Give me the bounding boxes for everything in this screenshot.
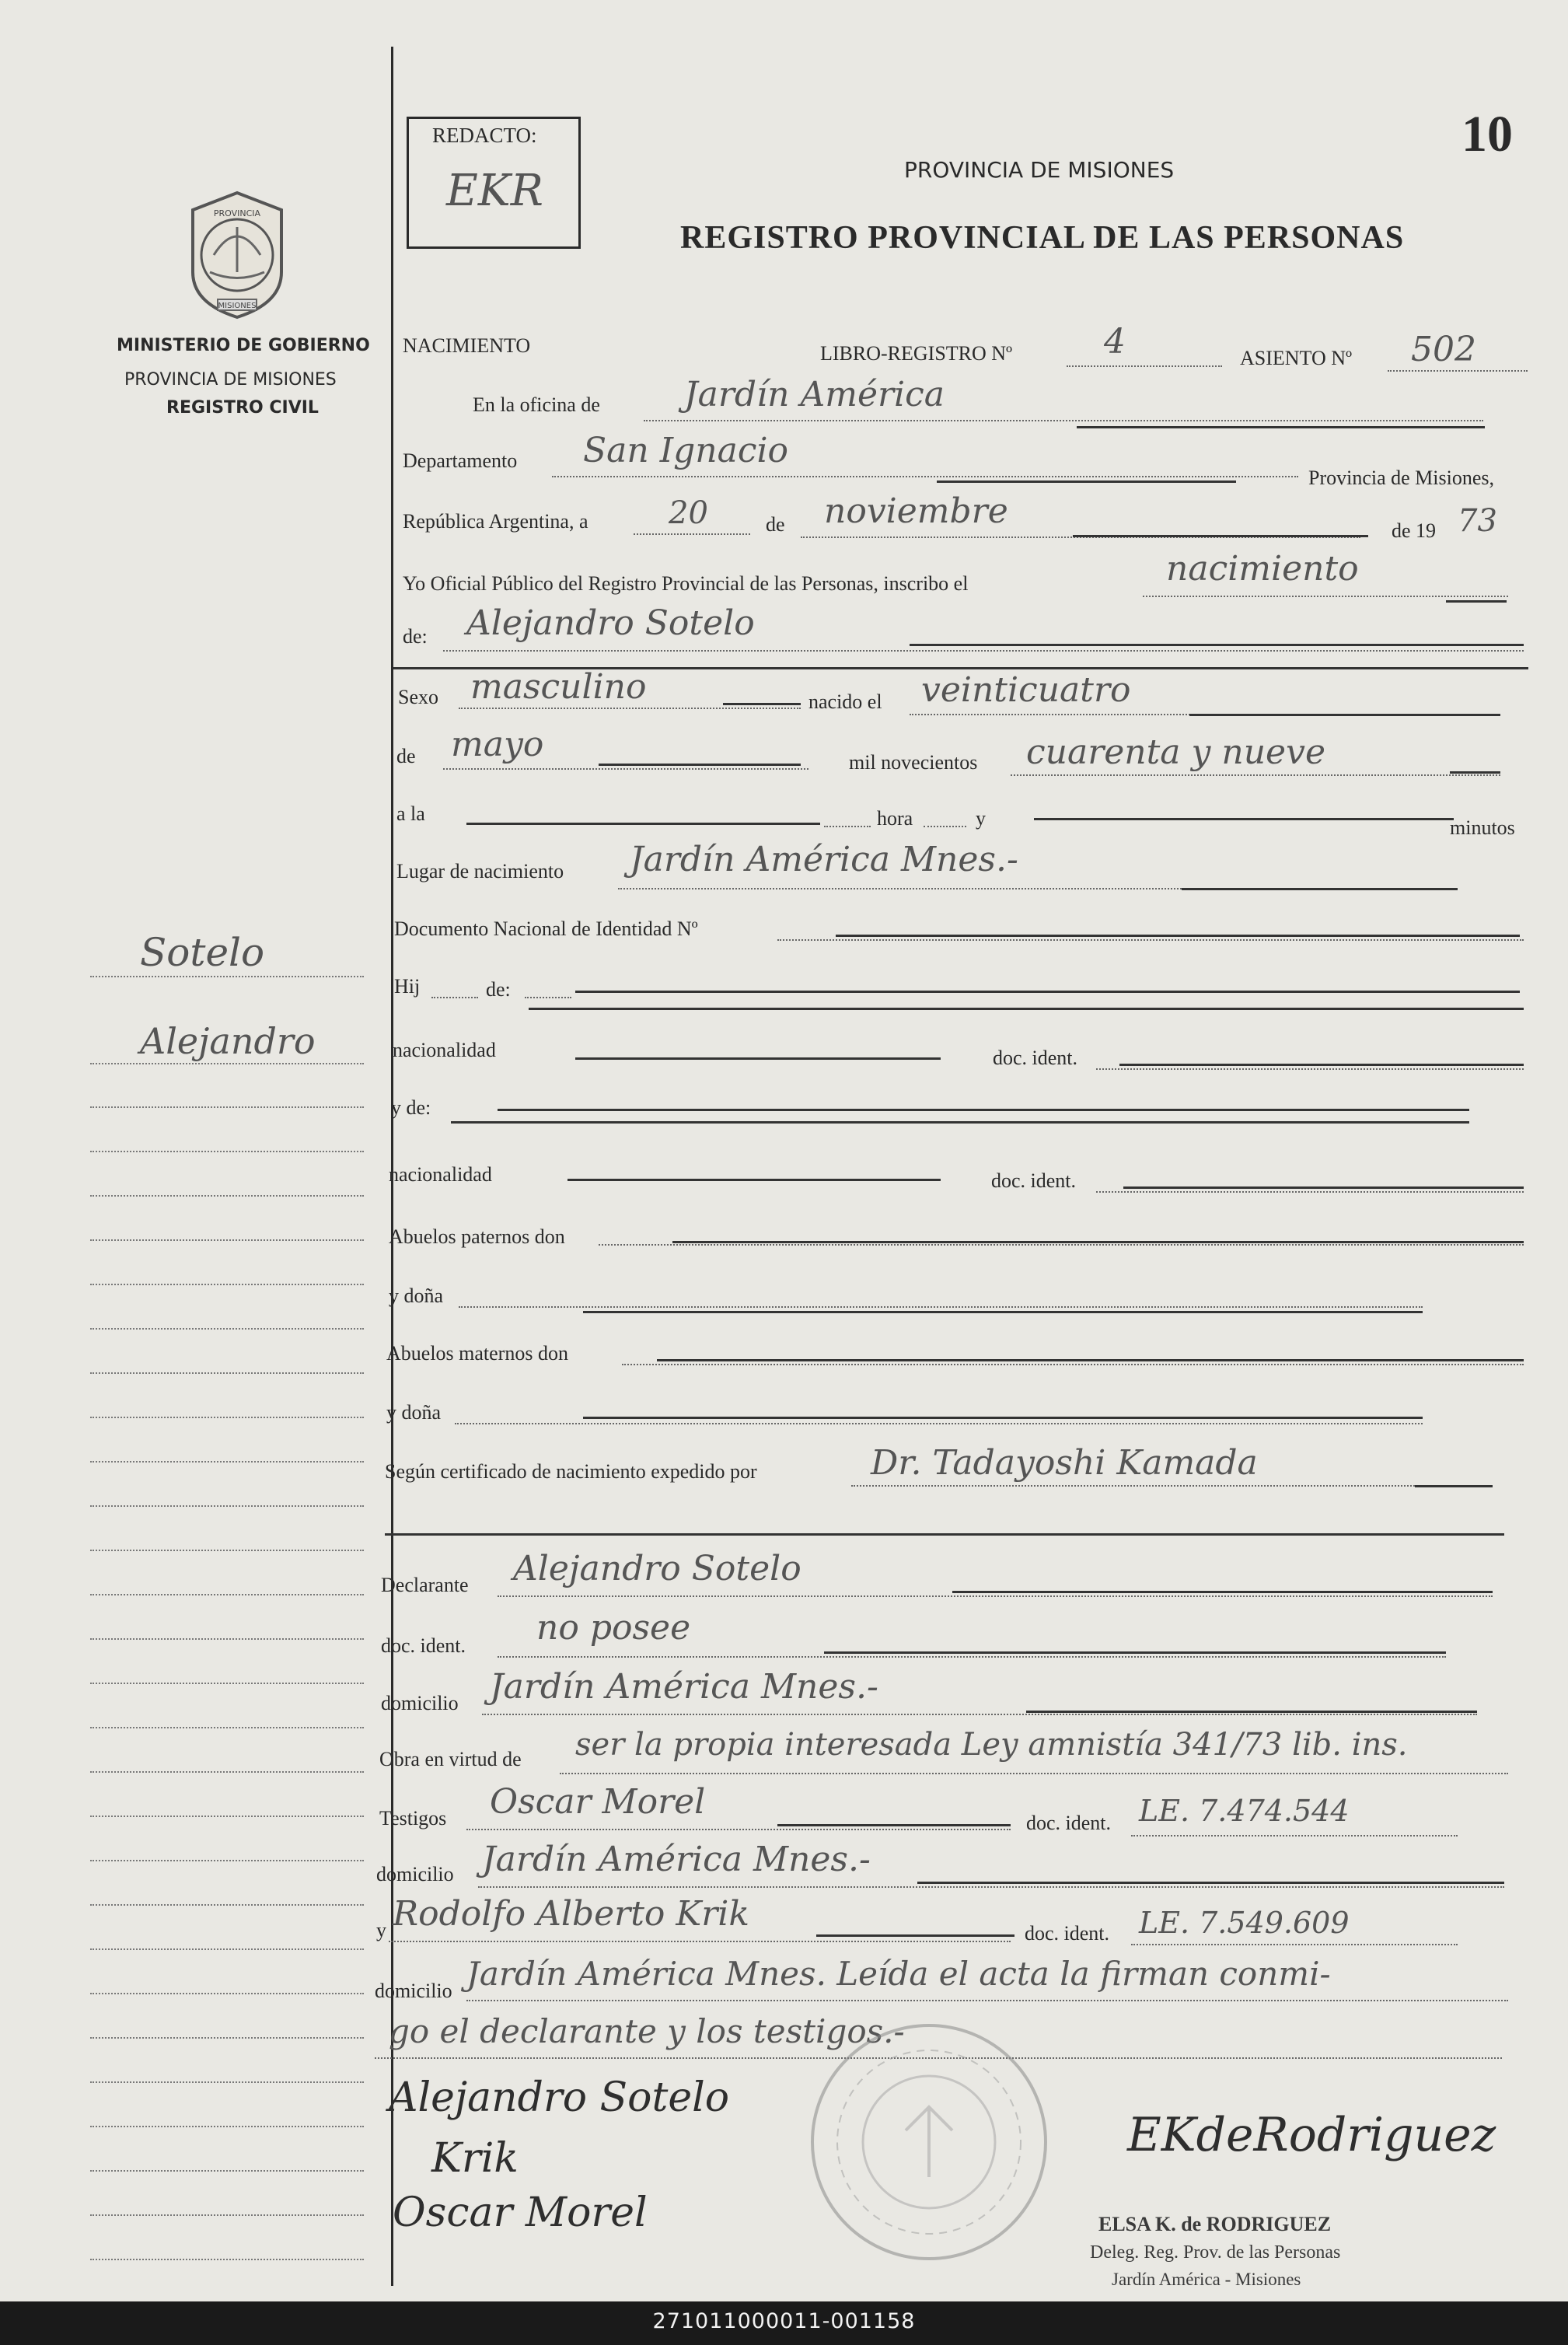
inscribo-label: Yo Oficial Público del Registro Provincial de las Personas, inscribo el: [403, 572, 969, 595]
minutos-label: minutos: [1450, 816, 1515, 839]
documento-label: Documento Nacional de Identidad Nº: [394, 917, 698, 940]
departamento-label: Departamento: [403, 449, 518, 472]
fill-line: [466, 1829, 1011, 1830]
doc-ident-label-2: doc. ident.: [991, 1169, 1077, 1192]
fill-line: [672, 1241, 1524, 1243]
fill-line: [1131, 1944, 1458, 1945]
fill-line: [443, 650, 1524, 652]
testigo2-dom-label: domicilio: [375, 1980, 452, 2002]
fill-line: [583, 1311, 1423, 1313]
decl-doc-value: no posee: [536, 1608, 691, 1648]
margin-line: [90, 1550, 364, 1551]
fill-line: [1096, 1191, 1524, 1193]
official-title: Deleg. Reg. Prov. de las Personas: [1090, 2242, 1341, 2263]
margin-line: [90, 1683, 364, 1684]
oficina-label: En la oficina de: [473, 393, 600, 416]
form-type: NACIMIENTO: [403, 334, 531, 357]
registry-round-stamp: [801, 2014, 1057, 2270]
ministry-line1: MINISTERIO DE GOBIERNO: [117, 336, 370, 355]
fill-line: [1096, 1068, 1524, 1070]
segun-value: Dr. Tadayoshi Kamada: [871, 1443, 1258, 1483]
margin-line: [90, 2214, 364, 2216]
de-label: de: [766, 513, 785, 536]
y-testigo-label: y: [376, 1919, 386, 1941]
official-place: Jardín América - Misiones: [1112, 2270, 1301, 2289]
sexo-value: masculino: [470, 667, 647, 707]
nacionalidad-label-2: nacionalidad: [389, 1163, 492, 1186]
abuelos-paternos-label: Abuelos paternos don: [389, 1225, 565, 1248]
margin-line: [90, 1771, 364, 1773]
abuelos-maternos-label: Abuelos maternos don: [386, 1342, 568, 1365]
fill-line: [816, 1934, 1014, 1937]
signature-witness-morel: Oscar Morel: [393, 2189, 648, 2236]
obra-value: ser la propia interesada Ley amnistía 341/73 lib. ins.: [575, 1727, 1408, 1763]
fill-line: [824, 1651, 1446, 1654]
cierre-value: go el declarante y los testigos.-: [389, 2012, 905, 2050]
fill-line: [1073, 535, 1368, 537]
testigo1-dom-label: domicilio: [376, 1863, 454, 1885]
anio-label: de 19: [1392, 519, 1437, 542]
official-name: ELSA K. de RODRIGUEZ: [1098, 2213, 1332, 2235]
fill-line: [634, 533, 750, 535]
testigos-label: Testigos: [379, 1807, 447, 1830]
fill-line: [1067, 365, 1222, 367]
ministry-line3: REGISTRO CIVIL: [166, 398, 319, 418]
anio-value: 73: [1458, 503, 1497, 539]
departamento-value: San Ignacio: [583, 431, 789, 470]
testigo1-value: Oscar Morel: [490, 1782, 706, 1822]
margin-line: [90, 1284, 364, 1285]
fill-line: [1077, 426, 1485, 428]
testigo2-value: Rodolfo Alberto Krik: [393, 1894, 749, 1934]
testigo1-doc-value: LE. 7.474.544: [1139, 1794, 1350, 1828]
fill-line: [1189, 714, 1500, 716]
margin-line: [90, 1594, 364, 1595]
fill-line: [560, 1773, 1508, 1774]
margin-line: [90, 1417, 364, 1418]
fill-line: [459, 1306, 1423, 1308]
fill-line: [777, 939, 1524, 941]
hora-label: hora: [877, 807, 913, 830]
fill-line: [910, 644, 1524, 646]
seal-text-bottom: MISIONES: [218, 302, 257, 310]
obra-label: Obra en virtud de: [379, 1748, 522, 1770]
fill-line: [443, 768, 808, 770]
header-province: PROVINCIA DE MISIONES: [904, 157, 1175, 183]
libro-label: LIBRO-REGISTRO Nº: [820, 342, 1013, 365]
fill-line: [937, 481, 1236, 483]
fill-line: [1011, 774, 1500, 776]
fill-line: [525, 997, 571, 998]
y-dona-label-2: y doña: [386, 1401, 442, 1424]
de-mes-label: de: [396, 745, 416, 767]
libro-value: 4: [1104, 322, 1126, 362]
testigo2-dom-value: Jardín América Mnes. Leída el acta la firman conmi-: [466, 1955, 1331, 1993]
mil-value: cuarenta y nueve: [1026, 732, 1325, 772]
fill-line: [529, 1008, 1524, 1010]
margin-line: [90, 1904, 364, 1906]
fill-line: [389, 1941, 1011, 1942]
margin-line: [90, 1638, 364, 1640]
fill-line: [459, 708, 801, 709]
fill-line: [478, 1886, 1504, 1888]
margin-line: [90, 1461, 364, 1463]
margin-line: [90, 1505, 364, 1507]
lugar-label: Lugar de nacimiento: [396, 860, 564, 882]
a-la-label: a la: [396, 802, 425, 825]
republica-label: República Argentina, a: [403, 510, 588, 533]
fill-line: [622, 1364, 1524, 1365]
doc-ident-label: doc. ident.: [993, 1047, 1078, 1069]
oficina-value: Jardín América: [684, 375, 945, 414]
signature-declarante: Alejandro Sotelo: [389, 2074, 730, 2121]
fill-line: [1119, 1064, 1524, 1066]
declarante-label: Declarante: [381, 1574, 469, 1596]
margin-line: [90, 1860, 364, 1861]
margin-line: [90, 1372, 364, 1374]
nacionalidad-label: nacionalidad: [393, 1039, 496, 1061]
domicilio-label: domicilio: [381, 1692, 459, 1714]
redacto-label: REDACTO:: [432, 124, 537, 147]
coat-of-arms-seal: [179, 187, 295, 323]
inscribo-value: nacimiento: [1166, 549, 1359, 589]
fill-line: [824, 826, 871, 827]
fill-line: [1034, 818, 1454, 820]
de-nombre-label: de:: [403, 625, 428, 648]
margin-line: [90, 1816, 364, 1817]
margin-line: [90, 1993, 364, 1994]
y-de-label: y de:: [391, 1096, 431, 1119]
domicilio-value: Jardín América Mnes.-: [490, 1667, 878, 1707]
fill-line: [583, 1417, 1423, 1419]
ministry-line2: PROVINCIA DE MISIONES: [124, 370, 337, 390]
margin-line: [90, 1151, 364, 1152]
margin-line: [90, 1948, 364, 1950]
nombre-value: Alejandro Sotelo: [466, 603, 755, 643]
fill-line: [1026, 1711, 1477, 1713]
margin-line: [90, 2037, 364, 2039]
nacido-value: veinticuatro: [921, 670, 1131, 710]
fill-line: [599, 764, 801, 766]
fill-line: [431, 997, 478, 998]
fill-line: [1143, 596, 1508, 597]
margin-line: [90, 1195, 364, 1197]
testigo1-doc-label: doc. ident.: [1026, 1812, 1112, 1834]
margin-line: [90, 2259, 364, 2260]
fill-line: [455, 1423, 1423, 1424]
fill-line: [1446, 600, 1507, 603]
fill-line: [599, 1244, 1524, 1246]
redacto-box: [407, 117, 581, 249]
margin-line: [90, 976, 364, 977]
fill-line: [777, 1824, 1011, 1826]
y-label: y: [976, 807, 986, 830]
margin-line: [90, 2081, 364, 2083]
asiento-label: ASIENTO Nº: [1240, 347, 1353, 369]
hij-label: Hij: [394, 975, 421, 998]
fill-line: [1123, 1186, 1524, 1189]
fill-line: [917, 1882, 1504, 1884]
dia-value: 20: [669, 495, 708, 531]
testigo2-doc-label: doc. ident.: [1025, 1922, 1110, 1945]
fill-line: [466, 823, 820, 825]
fill-line: [498, 1656, 1446, 1658]
fill-line: [644, 420, 1483, 421]
fill-line: [851, 1485, 1493, 1487]
fill-line: [952, 1591, 1493, 1593]
margin-line: [90, 1063, 364, 1064]
margin-line: [90, 2126, 364, 2127]
decl-doc-label: doc. ident.: [381, 1634, 466, 1657]
margin-line: [90, 1328, 364, 1330]
fill-line: [498, 1595, 1493, 1597]
margin-surname: Sotelo: [140, 930, 265, 975]
declarante-value: Alejandro Sotelo: [513, 1549, 801, 1588]
sexo-label: Sexo: [398, 686, 438, 708]
margin-line: [90, 2170, 364, 2172]
fill-line: [451, 1121, 1469, 1124]
fill-line: [1388, 370, 1528, 372]
asiento-value: 502: [1411, 330, 1476, 369]
fill-line: [1450, 771, 1500, 774]
nac-mes-value: mayo: [451, 725, 544, 764]
signature-official: EKdeRodriguez: [1127, 2108, 1496, 2162]
fill-line: [482, 1714, 1477, 1715]
margin-line: [90, 1106, 364, 1108]
redacto-initials: EKR: [446, 166, 543, 216]
seal-text-top: PROVINCIA: [213, 208, 261, 218]
margin-line: [90, 1727, 364, 1728]
testigo2-doc-value: LE. 7.549.609: [1139, 1906, 1350, 1940]
footer-id: 271011000011-001158: [652, 2309, 916, 2333]
page-number: 10: [1461, 106, 1513, 163]
margin-line: [90, 1239, 364, 1241]
fill-line: [836, 935, 1520, 937]
provincia-label: Provincia de Misiones,: [1308, 467, 1495, 489]
fill-line: [385, 1533, 1504, 1536]
nacido-label: nacido el: [808, 690, 882, 713]
fill-line: [1131, 1835, 1458, 1837]
fill-line: [1415, 1485, 1493, 1487]
mes-value: noviembre: [824, 491, 1008, 531]
fill-line: [466, 2000, 1508, 2001]
fill-line: [723, 703, 801, 705]
mil-label: mil novecientos: [849, 751, 978, 774]
fill-line: [924, 826, 966, 827]
fill-line: [567, 1179, 941, 1181]
hij-de-label: de:: [486, 978, 511, 1001]
testigo1-dom-value: Jardín América Mnes.-: [482, 1840, 871, 1879]
y-dona-label: y doña: [389, 1284, 444, 1307]
header-registry: REGISTRO PROVINCIAL DE LAS PERSONAS: [680, 220, 1405, 256]
fill-line: [1182, 888, 1458, 890]
fill-line: [575, 991, 1520, 993]
segun-label: Según certificado de nacimiento expedido por: [385, 1460, 757, 1483]
fill-line: [552, 476, 1298, 477]
fill-line: [498, 1109, 1469, 1111]
fill-line: [575, 1057, 941, 1060]
margin-given-name: Alejandro: [140, 1020, 316, 1062]
signature-witness-krik: Krik: [431, 2135, 519, 2182]
fill-line: [657, 1359, 1524, 1361]
lugar-value: Jardín América Mnes.-: [630, 840, 1018, 879]
